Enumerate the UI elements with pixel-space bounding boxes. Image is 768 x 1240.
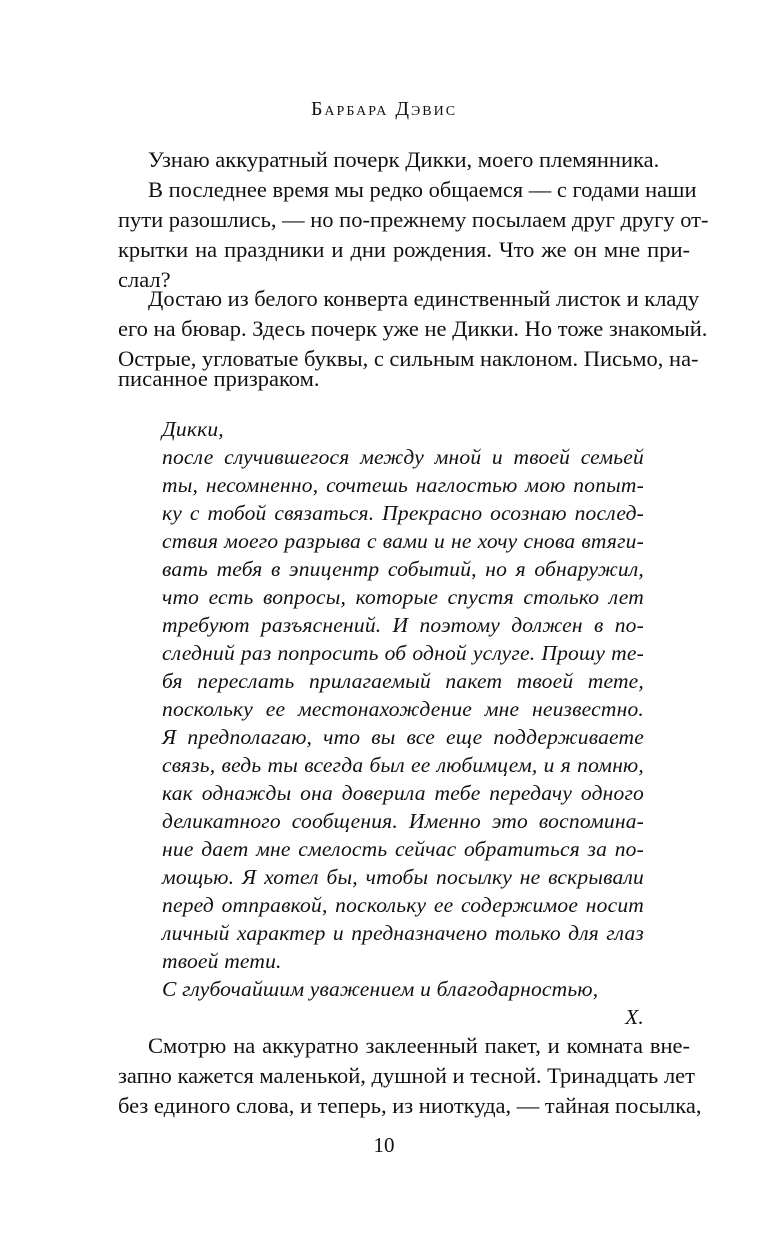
letter-line: вать тебя в эпицентр событий, но я обнаружил, [162, 557, 644, 581]
letter-closing: С глубочайшим уважением и благодарностью, [162, 977, 599, 1001]
letter-line: ку с тобой связаться. Прекрасно осознаю послед- [162, 501, 644, 525]
text-line: Узнаю аккуратный почерк Дикки, моего племянника. [148, 147, 660, 172]
text-line: без единого слова, и теперь, из ниоткуда, — тайная посылка, [118, 1093, 702, 1118]
text-line: писанное призраком. [118, 366, 320, 391]
letter-line: поскольку ее местонахождение мне неизвестно. [162, 697, 644, 721]
letter-line: что есть вопросы, которые спустя столько лет [162, 585, 644, 609]
text-line: запно кажется маленькой, душной и тесной. Тринадцать лет [118, 1063, 695, 1088]
letter-line: Я предполагаю, что вы все еще поддерживаете [162, 725, 644, 749]
text-line: Острые, угловатые буквы, с сильным наклоном. Письмо, на- [118, 346, 699, 371]
text-line: Достаю из белого конверта единственный листок и кладу [148, 286, 700, 311]
letter-line: после случившегося между мной и твоей семьей [162, 445, 644, 469]
running-header: Барбара Дэвис [310, 98, 458, 120]
letter-salutation: Дикки, [162, 417, 224, 441]
letter-line: деликатного сообщения. Именно это воспомина- [162, 809, 644, 833]
letter-line: ние дает мне смелость сейчас обратиться за по- [162, 837, 644, 861]
letter-signature: Х. [625, 1005, 644, 1029]
letter-line: бя переслать прилагаемый пакет твоей тете, [162, 669, 644, 693]
letter-line: твоей тети. [162, 949, 282, 973]
letter-line: связь, ведь ты всегда был ее любимцем, и я помню, [162, 753, 644, 777]
page-number: 10 [373, 1133, 395, 1157]
letter-line: как однажды она доверила тебе передачу одного [162, 781, 644, 805]
text-line: пути разошлись, — но по-прежнему посылаем друг другу от- [118, 207, 709, 232]
text-line: В последнее время мы редко общаемся — с годами наши [148, 177, 697, 202]
letter-line: личный характер и предназначено только для глаз [162, 921, 644, 945]
letter-line: перед отправкой, поскольку ее содержимое носит [162, 893, 644, 917]
letter-line: ствия моего разрыва с вами и не хочу снова втяги- [162, 529, 644, 553]
text-line: крытки на праздники и дни рождения. Что же он мне при- [118, 237, 690, 262]
text-line: его на бювар. Здесь почерк уже не Дикки. Но тоже знакомый. [118, 316, 708, 341]
letter-line: мощью. Я хотел бы, чтобы посылку не вскрывали [162, 865, 644, 889]
text-line: слал? [118, 267, 171, 292]
text-line: Смотрю на аккуратно заклеенный пакет, и комната вне- [148, 1033, 690, 1058]
letter-line: ты, несомненно, сочтешь наглостью мою попыт- [162, 473, 644, 497]
letter-line: требуют разъяснений. И поэтому должен в по- [162, 613, 644, 637]
letter-line: следний раз попросить об одной услуге. Прошу те- [162, 641, 644, 665]
